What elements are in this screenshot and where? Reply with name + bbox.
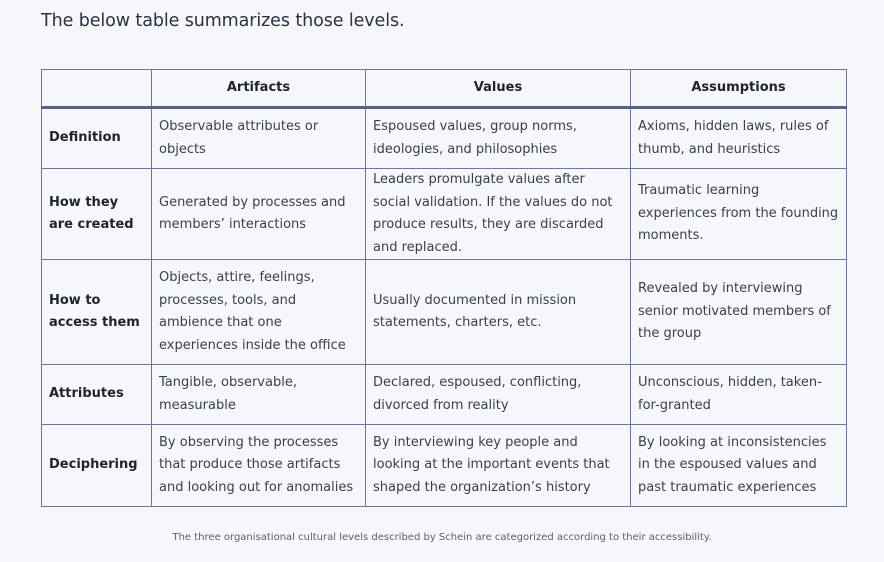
table-row xyxy=(42,365,847,425)
table-cell: Espoused values, group norms, ideologies, and philosophies xyxy=(366,108,631,169)
table-cell: Generated by processes and members’ interactions xyxy=(152,169,366,260)
table-cell: Observable attributes or objects xyxy=(152,108,366,169)
table-cell: By interviewing key people and looking at the important events that shaped the organization’s history xyxy=(366,425,631,507)
table-cell: Tangible, observable, measurable xyxy=(152,365,366,425)
table-cell: Declared, espoused, conflicting, divorced from reality xyxy=(366,365,631,425)
table-cell: Leaders promulgate values after social validation. If the values do not produce results, they are discarded and replaced. xyxy=(366,169,631,260)
row-label: How to access them xyxy=(42,260,152,365)
table-caption: The three organisational cultural levels described by Schein are categorized according to their accessibility. xyxy=(172,532,712,543)
intro-text: The below table summarizes those levels. xyxy=(41,11,405,31)
table-row xyxy=(42,260,847,365)
table-row xyxy=(42,108,847,169)
header-cell-assumptions: Assumptions xyxy=(631,70,847,108)
table-cell: Usually documented in mission statements, charters, etc. xyxy=(366,260,631,365)
row-label: Deciphering xyxy=(42,425,152,507)
table-cell: By observing the processes that produce those artifacts and looking out for anomalies xyxy=(152,425,366,507)
table-cell: By looking at inconsistencies in the espoused values and past traumatic experiences xyxy=(631,425,847,507)
header-cell-artifacts: Artifacts xyxy=(152,70,366,108)
table-cell: Axioms, hidden laws, rules of thumb, and heuristics xyxy=(631,108,847,169)
table-cell: Revealed by interviewing senior motivated members of the group xyxy=(631,260,847,365)
table-cell: Objects, attire, feelings, processes, tools, and ambience that one experiences inside the office xyxy=(152,260,366,365)
header-cell-values: Values xyxy=(366,70,631,108)
table-header-row xyxy=(42,70,847,108)
table-row xyxy=(42,425,847,507)
table-cell: Unconscious, hidden, taken-for-granted xyxy=(631,365,847,425)
table-cell: Traumatic learning experiences from the founding moments. xyxy=(631,169,847,260)
header-cell-empty xyxy=(42,70,152,108)
row-label: Attributes xyxy=(42,365,152,425)
culture-levels-table xyxy=(41,69,847,507)
table-row xyxy=(42,169,847,260)
row-label: Definition xyxy=(42,108,152,169)
row-label: How they are created xyxy=(42,169,152,260)
